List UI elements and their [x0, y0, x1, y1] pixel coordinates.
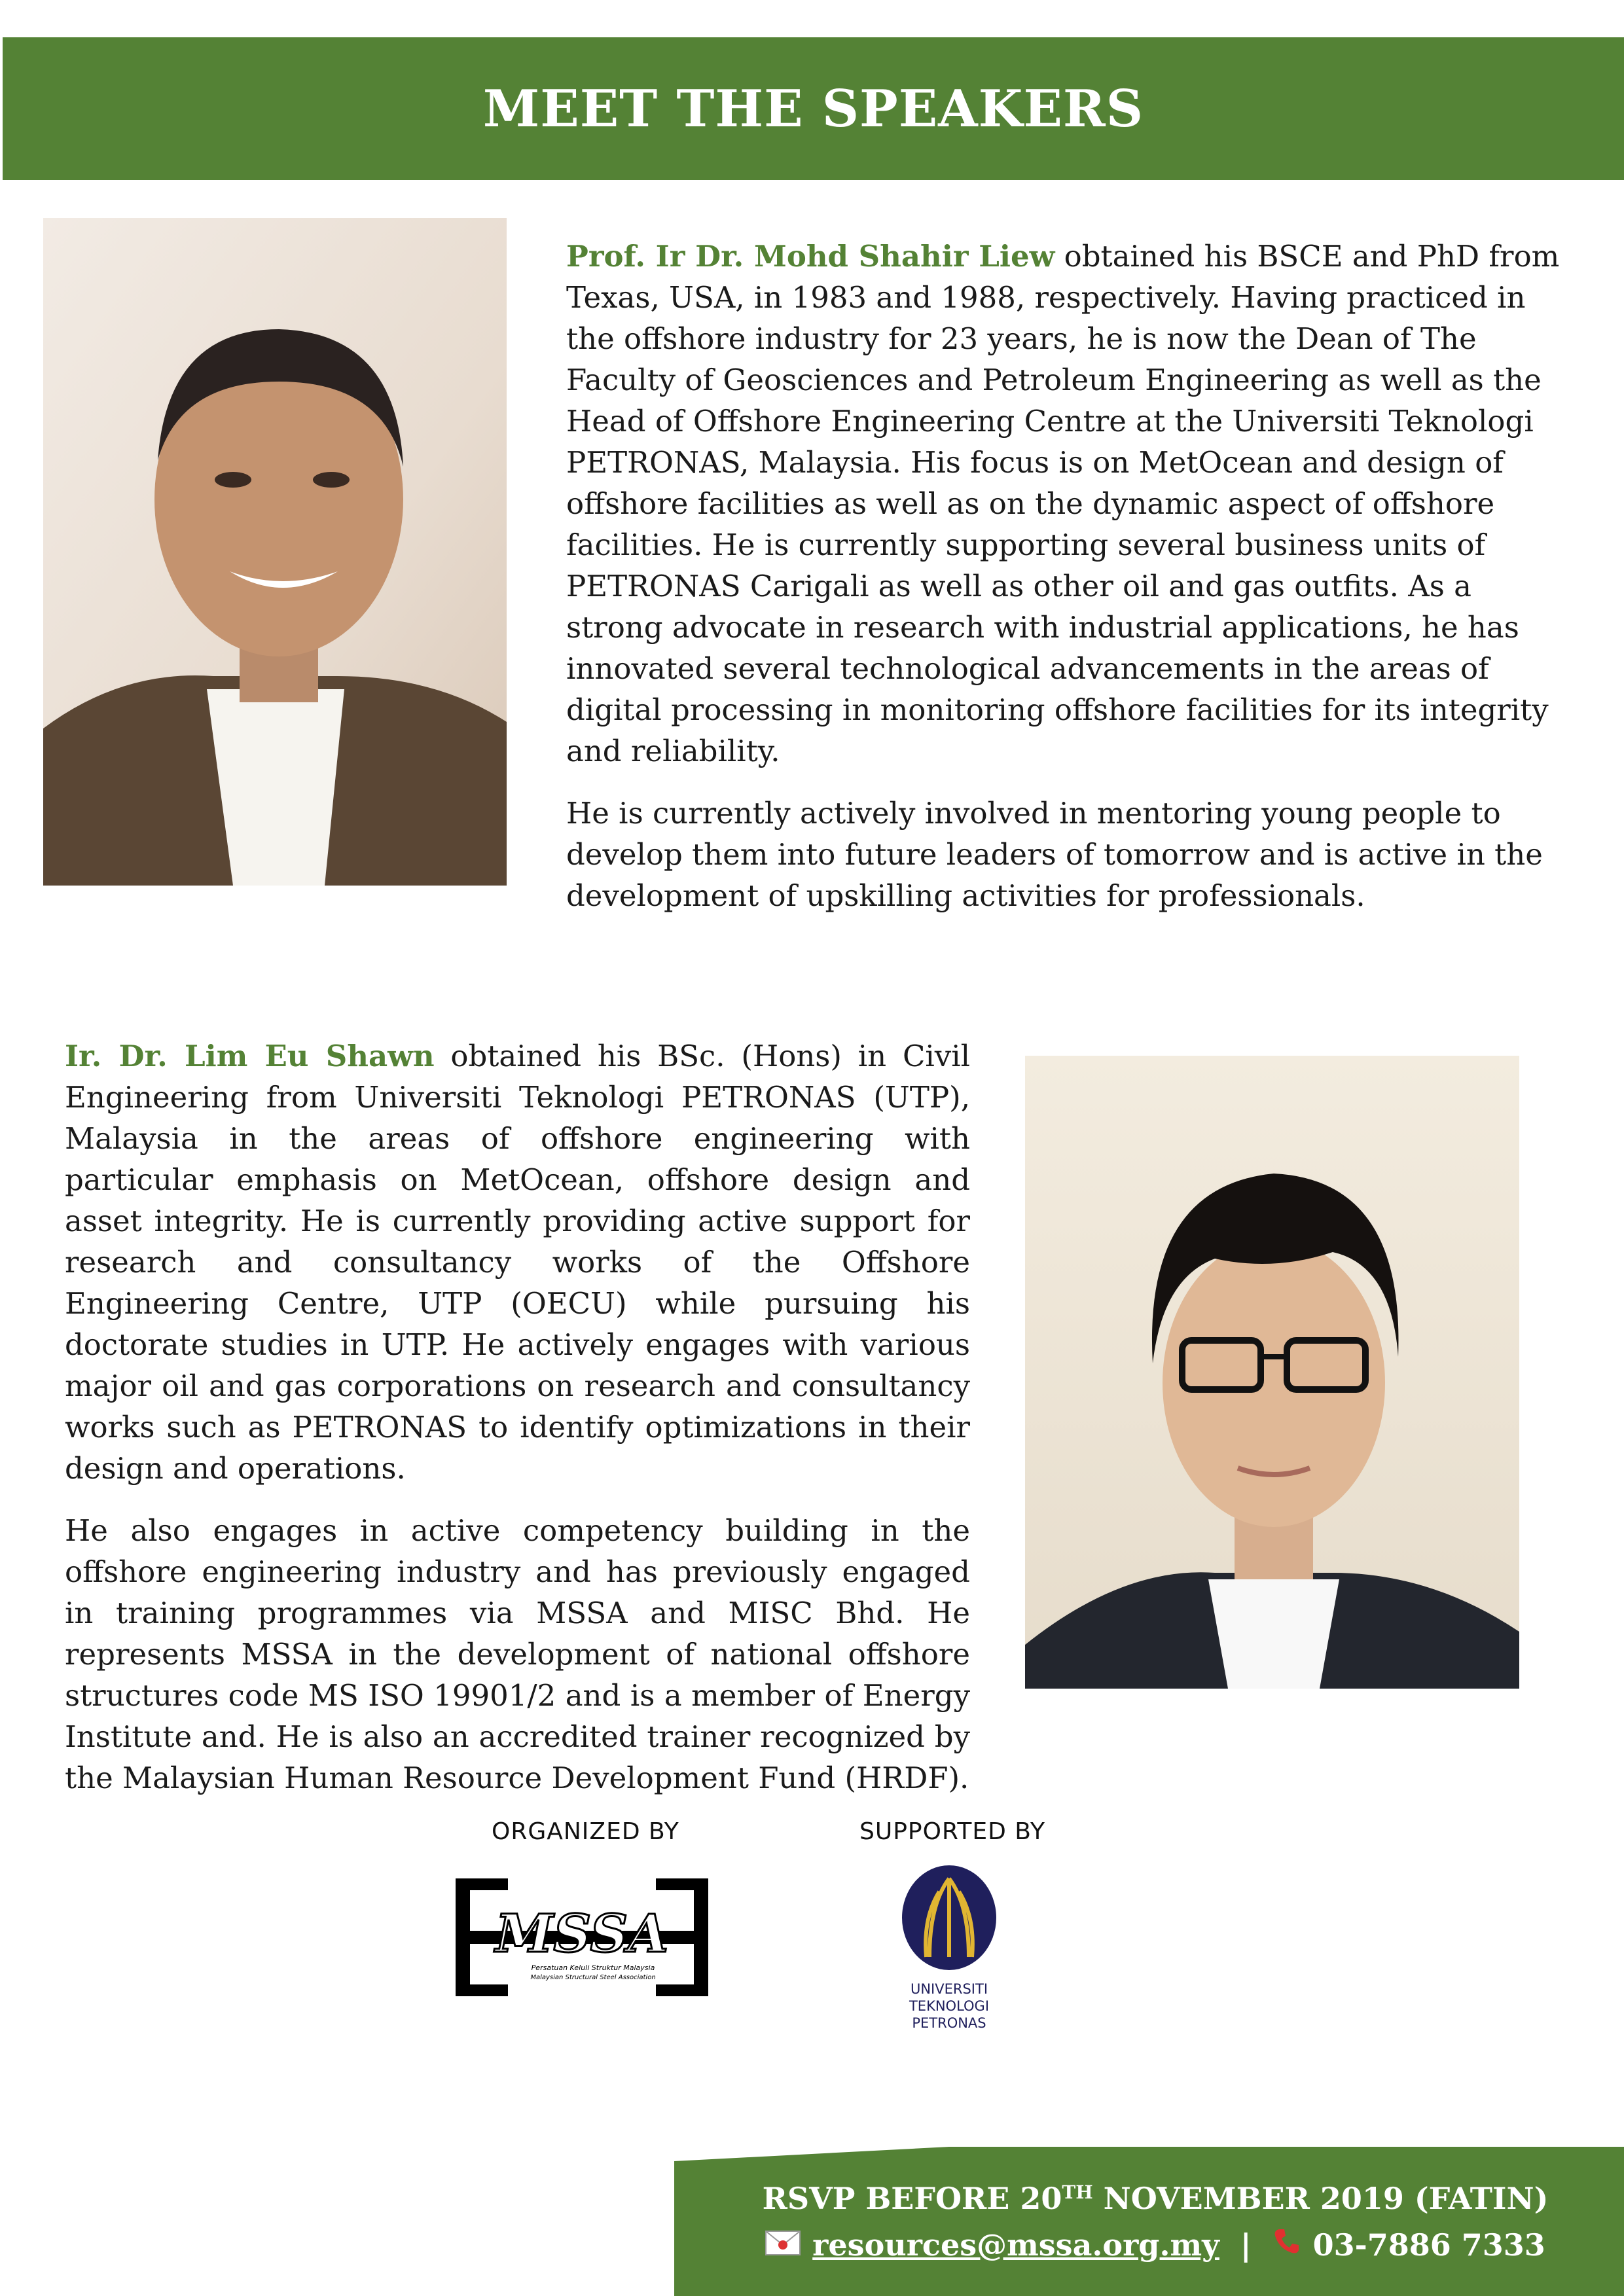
utp-logo-line3: PETRONAS: [912, 2015, 986, 2031]
speaker1-bio-paragraph1: [566, 236, 1564, 772]
rsvp-suffix: NOVEMBER 2019 (FATIN): [1092, 2181, 1549, 2216]
contact-separator: |: [1240, 2227, 1252, 2263]
rsvp-contact: [720, 2223, 1591, 2267]
rsvp-date-suffix: TH: [1062, 2181, 1093, 2203]
speaker1-bio-text: obtained his BSCE and PhD from Texas, USA, in 1983 and 1988, respectively. Having practiced in the offshore industry for 23 years, he is now the Dean of The Faculty of Geosciences and Petroleum Engineering as well as the Head of Offshore Engineering Centre at the Universiti Teknologi PETRONAS, Malaysia. His focus is on MetOcean and design of offshore facilities as well as on the dynamic aspect of offshore facilities. He is currently supporting several business units of PETRONAS Carigali as well as other oil and gas outfits. As a strong advocate in research with industrial applications, he has innovated several technological advancements in the areas of digital processing in monitoring offshore facilities for its integrity and reliability.: [566, 239, 1560, 768]
phone-icon: [1272, 2223, 1301, 2267]
speaker2-bio-text: obtained his BSc. (Hons) in Civil Engineering from Universiti Teknologi PETRONAS (UTP), Malaysia in the areas of offshore engineering with particular emphasis on MetOcean, offshore design and asset integrity. He is currently providing active support for research and consultancy works of the Offshore Engineering Centre, UTP (OECU) while pursuing his doctorate studies in UTP. He actively engages with various major oil and gas corporations on research and consultancy works such as PETRONAS to identify optimizations in their design and operations.: [65, 1039, 971, 1486]
speaker2-bio-paragraph2: He also engages in active competency building in the offshore engineering industry and has previously engaged in training programmes via MSSA and MISC Bhd. He represents MSSA in the development of national offshore structures code MS ISO 19901/2 and is a member of Energy Institute and. He is also an accredited trainer recognized by the Malaysian Human Resource Development Fund (HRDF).: [65, 1513, 970, 1795]
mssa-logo: [456, 1878, 708, 1996]
rsvp-block: [720, 2173, 1591, 2267]
speaker1-name: Prof. Ir Dr. Mohd Shahir Liew: [566, 239, 1055, 274]
speaker1-bio-paragraph2: He is currently actively involved in mentoring young people to develop them into future leaders of tomorrow and is active in the development of upskilling activities for professionals.: [566, 796, 1543, 913]
speaker2-name: Ir. Dr. Lim Eu Shawn: [65, 1039, 435, 1073]
mssa-logo-subtitle1: Persatuan Keluli Struktur Malaysia: [531, 1964, 655, 1972]
mssa-logo-subtitle2: Malaysian Structural Steel Association: [530, 1974, 656, 1981]
utp-logo-line1: UNIVERSITI: [910, 1981, 988, 1997]
speaker1-photo: [43, 218, 507, 886]
rsvp-phone[interactable]: 03-7886 7333: [1312, 2227, 1545, 2263]
header-banner: [3, 37, 1624, 180]
supported-by-label: SUPPORTED BY: [859, 1818, 1045, 1845]
utp-logo: [890, 1865, 1008, 2062]
organized-by-label: ORGANIZED BY: [492, 1818, 679, 1845]
speaker2-bio-paragraph1: [65, 1035, 970, 1489]
page-title: MEET THE SPEAKERS: [482, 79, 1144, 139]
rsvp-email-link[interactable]: resources@mssa.org.my: [812, 2227, 1219, 2263]
speaker2-photo: [1025, 1056, 1519, 1689]
envelope-icon: [765, 2223, 801, 2267]
mssa-logo-text: MSSA: [495, 1903, 669, 1964]
rsvp-prefix: RSVP BEFORE 20: [762, 2181, 1062, 2216]
speaker2-bio: [65, 1035, 970, 1820]
rsvp-deadline: [720, 2173, 1591, 2218]
speaker1-bio: [566, 236, 1564, 937]
utp-logo-line2: TEKNOLOGI: [909, 1998, 990, 2014]
